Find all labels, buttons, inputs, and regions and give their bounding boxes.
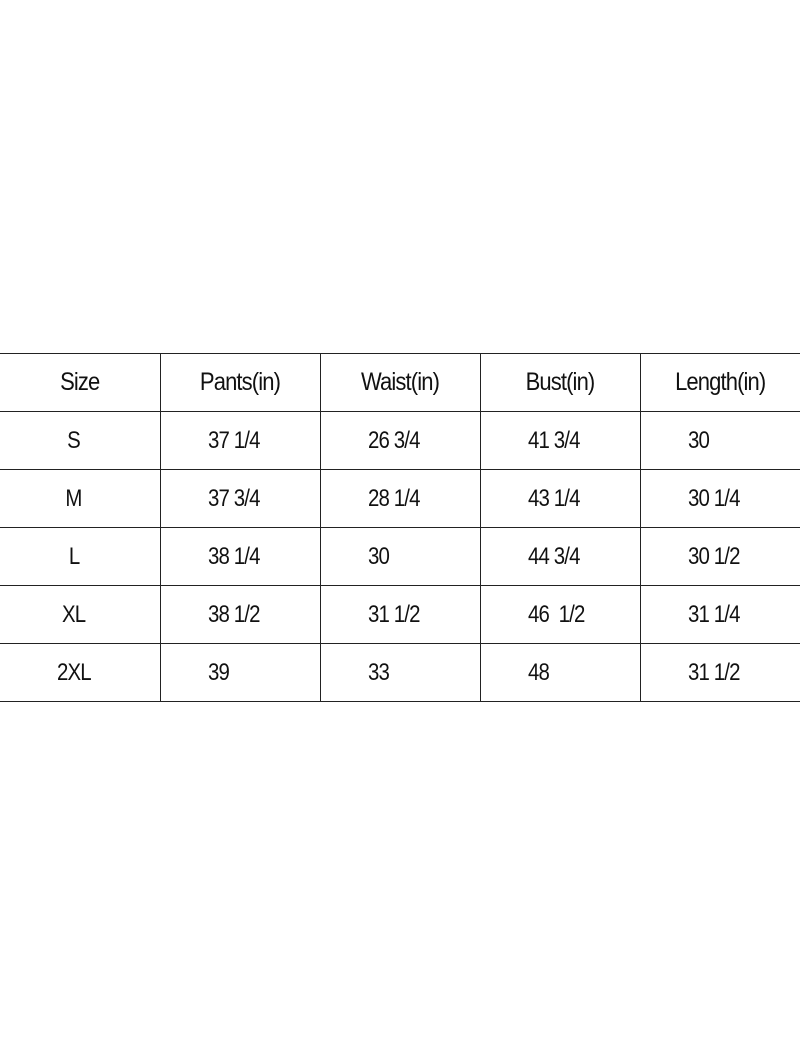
table-row [0, 644, 800, 702]
header-pants: Pants(in) [170, 354, 311, 412]
waist-value: 26 3/4 [367, 426, 420, 454]
size-label: S [67, 426, 81, 454]
length-cell [640, 412, 800, 470]
table-row [0, 586, 800, 644]
waist-cell [320, 644, 480, 702]
waist-value: 33 [367, 658, 389, 686]
size-cell [0, 412, 160, 470]
length-value: 31 1/2 [687, 658, 740, 686]
waist-value: 31 1/2 [367, 600, 420, 628]
bust-value: 46 1/2 [527, 600, 584, 628]
length-cell [640, 586, 800, 644]
pants-cell [160, 412, 320, 470]
pants-value: 37 1/4 [207, 426, 260, 454]
pants-cell [160, 644, 320, 702]
size-cell [0, 586, 160, 644]
bust-cell [480, 528, 640, 586]
pants-value: 39 [207, 658, 229, 686]
pants-cell [160, 470, 320, 528]
bust-cell [480, 412, 640, 470]
length-cell [640, 644, 800, 702]
table-row [0, 470, 800, 528]
size-label: M [65, 484, 82, 512]
bust-value: 48 [527, 658, 549, 686]
header-size: Size [10, 354, 151, 412]
pants-value: 38 1/4 [207, 542, 260, 570]
waist-cell [320, 470, 480, 528]
table-row [0, 528, 800, 586]
length-cell [640, 470, 800, 528]
length-value: 31 1/4 [687, 600, 740, 628]
header-row [0, 354, 800, 412]
header-waist: Waist(in) [330, 354, 471, 412]
size-label: 2XL [56, 658, 91, 686]
waist-cell [320, 528, 480, 586]
pants-value: 37 3/4 [207, 484, 260, 512]
waist-value: 28 1/4 [367, 484, 420, 512]
pants-cell [160, 586, 320, 644]
bust-cell [480, 644, 640, 702]
bust-value: 44 3/4 [527, 542, 580, 570]
bust-value: 41 3/4 [527, 426, 580, 454]
waist-cell [320, 586, 480, 644]
pants-cell [160, 528, 320, 586]
size-chart-table [0, 353, 800, 702]
bust-value: 43 1/4 [527, 484, 580, 512]
length-value: 30 1/2 [687, 542, 740, 570]
waist-cell [320, 412, 480, 470]
bust-cell [480, 470, 640, 528]
size-cell [0, 644, 160, 702]
header-bust: Bust(in) [490, 354, 631, 412]
waist-value: 30 [367, 542, 389, 570]
pants-value: 38 1/2 [207, 600, 260, 628]
size-cell [0, 528, 160, 586]
length-cell [640, 528, 800, 586]
size-cell [0, 470, 160, 528]
length-value: 30 [687, 426, 709, 454]
table-row [0, 412, 800, 470]
size-label: XL [62, 600, 86, 628]
bust-cell [480, 586, 640, 644]
header-length: Length(in) [650, 354, 791, 412]
length-value: 30 1/4 [687, 484, 740, 512]
size-label: L [68, 542, 79, 570]
